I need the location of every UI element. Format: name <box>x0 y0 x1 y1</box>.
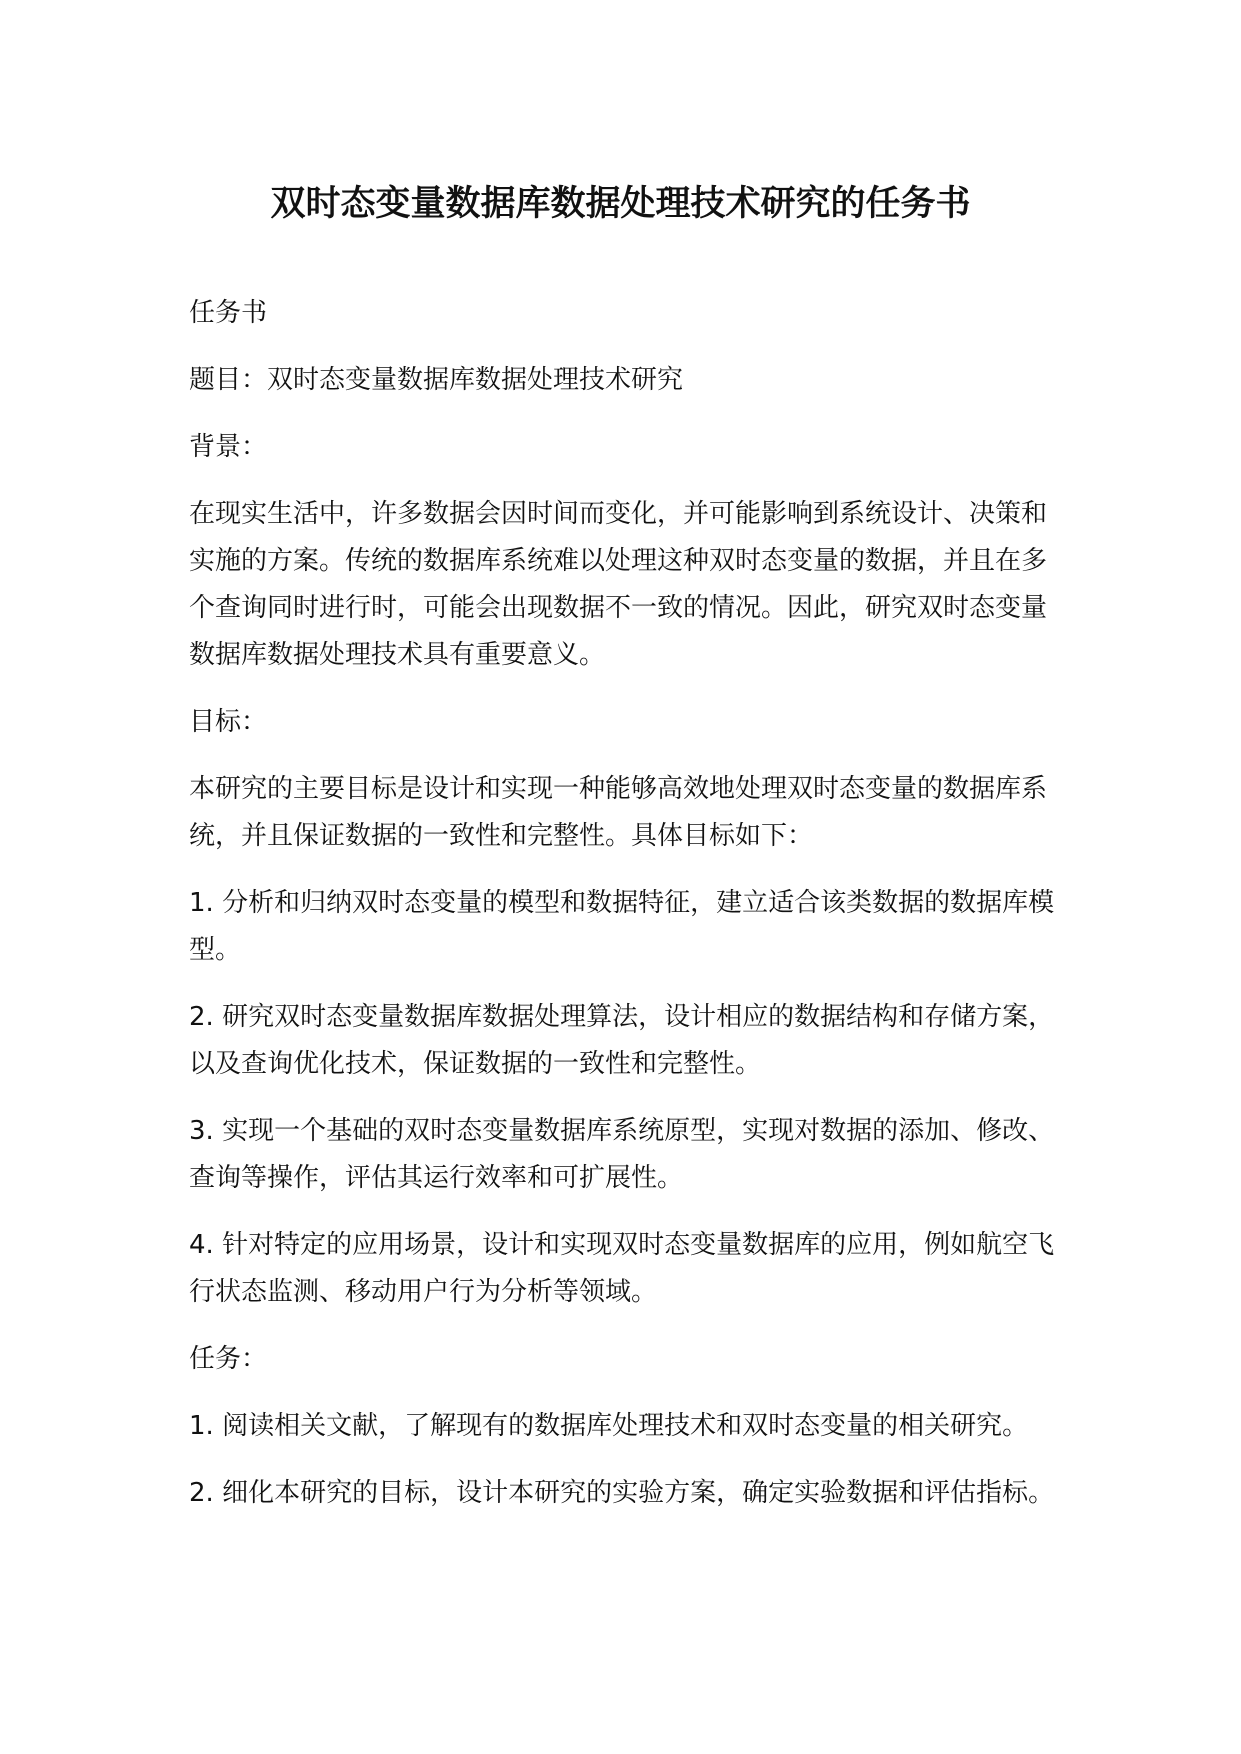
document-body <box>189 290 1069 1537</box>
goal-item-1: 1. 分析和归纳双时态变量的模型和数据特征，建立适合该类数据的数据库模型。 <box>189 888 1055 965</box>
paragraph-background: 在现实生活中，许多数据会因时间而变化，并可能影响到系统设计、决策和实施的方案。传统的数据库系统难以处理这种双时态变量的数据，并且在多个查询同时进行时，可能会出现数据不一致的情况。因此，研究双时态变量数据库数据处理技术具有重要意义。 <box>189 499 1048 670</box>
goal-item-2: 2. 研究双时态变量数据库数据处理算法，设计相应的数据结构和存储方案，以及查询优化技术，保证数据的一致性和完整性。 <box>189 1002 1055 1079</box>
task-item-1: 1. 阅读相关文献，了解现有的数据库处理技术和双时态变量的相关研究。 <box>189 1411 1029 1441</box>
heading-tasks: 任务： <box>189 1344 268 1374</box>
document-title: 双时态变量数据库数据处理技术研究的任务书 <box>270 184 971 224</box>
heading-goals: 目标： <box>189 707 268 737</box>
goal-item-4: 4. 针对特定的应用场景，设计和实现双时态变量数据库的应用，例如航空飞行状态监测、移动用户行为分析等领域。 <box>189 1230 1055 1307</box>
paragraph-task-book: 任务书 <box>189 298 268 328</box>
paragraph-goals-intro: 本研究的主要目标是设计和实现一种能够高效地处理双时态变量的数据库系统，并且保证数据的一致性和完整性。具体目标如下： <box>189 774 1048 851</box>
paragraph-topic: 题目：双时态变量数据库数据处理技术研究 <box>189 365 684 395</box>
goal-item-3: 3. 实现一个基础的双时态变量数据库系统原型，实现对数据的添加、修改、查询等操作，评估其运行效率和可扩展性。 <box>189 1116 1055 1193</box>
heading-background: 背景： <box>189 432 268 462</box>
task-item-2: 2. 细化本研究的目标，设计本研究的实验方案，确定实验数据和评估指标。 <box>189 1478 1055 1508</box>
